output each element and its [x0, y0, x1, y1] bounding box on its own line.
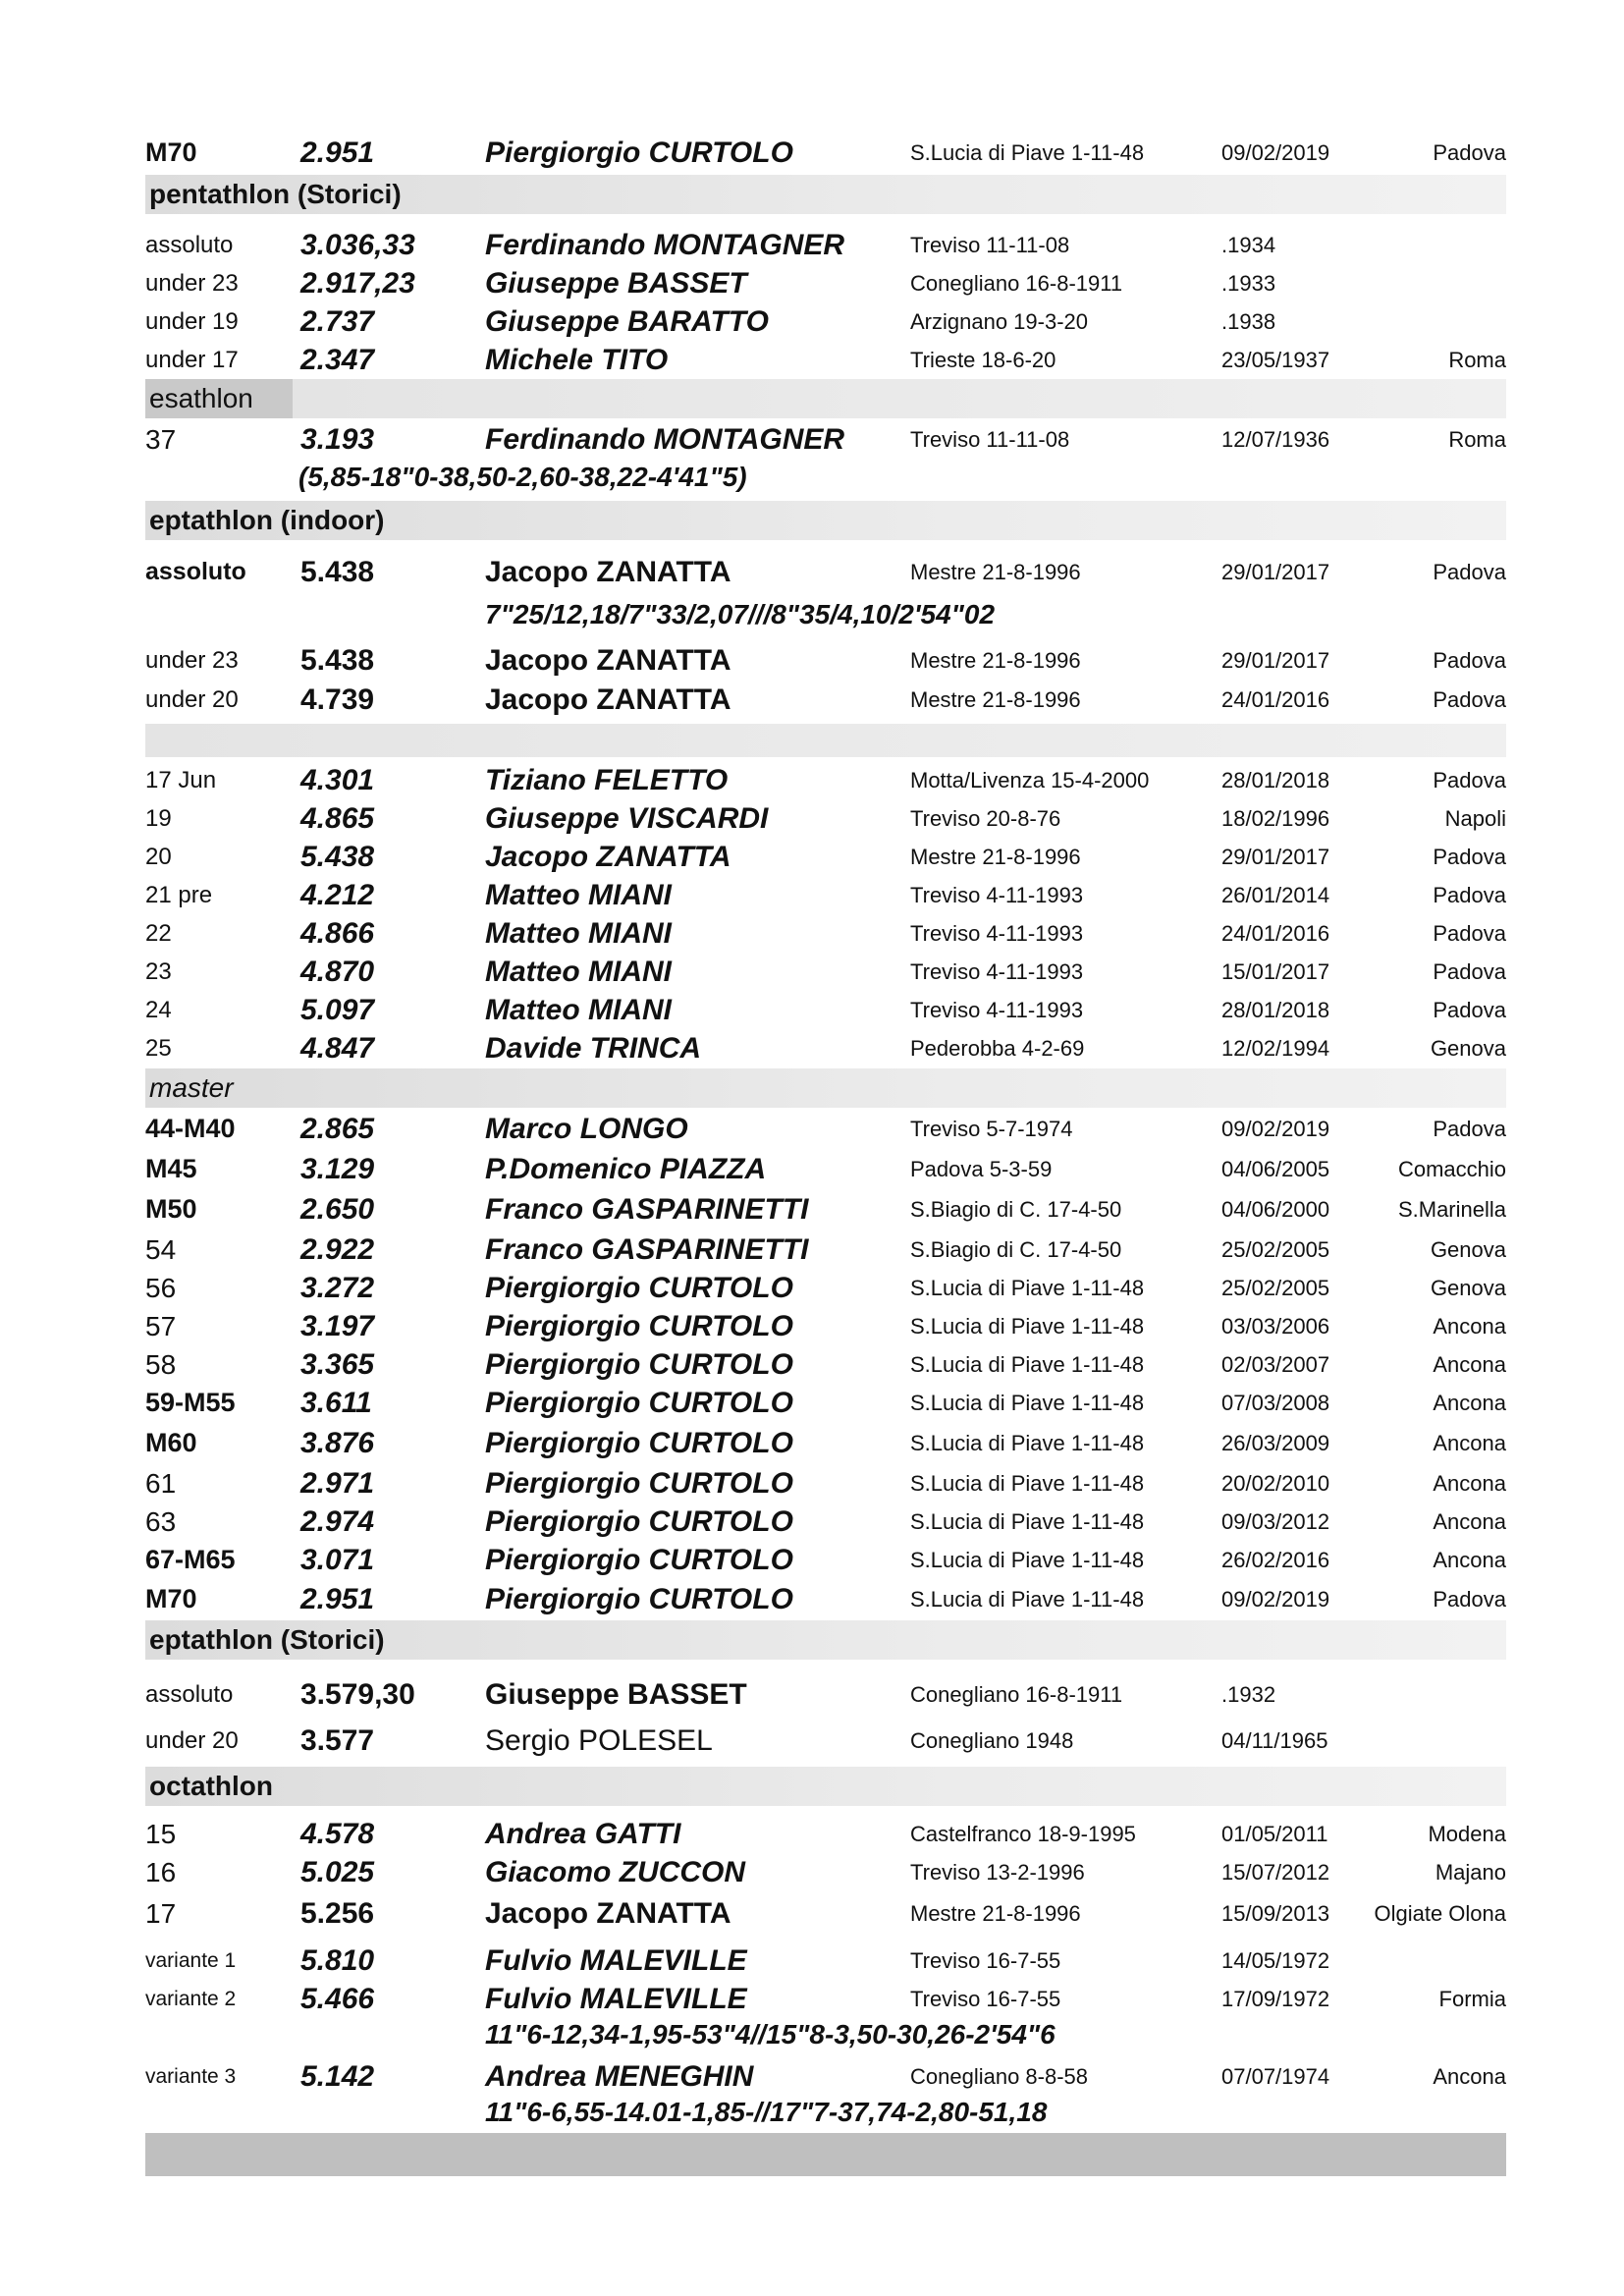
birth-cell: Treviso 4-11-1993: [910, 998, 1084, 1022]
table-row: [145, 1580, 1506, 1618]
score-cell: 3.036,33: [300, 229, 415, 261]
place-cell: Ancona: [1433, 1509, 1506, 1534]
birth-cell: Motta/Livenza 15-4-2000: [910, 768, 1150, 793]
birth-cell: S.Lucia di Piave 1-11-48: [910, 1352, 1145, 1377]
table-row: [145, 1853, 1506, 1891]
place-cell: Padova: [1433, 845, 1506, 869]
date-cell: .1934: [1221, 233, 1276, 257]
place-cell: Roma: [1448, 427, 1506, 452]
date-cell: .1933: [1221, 271, 1276, 296]
score-cell: 4.739: [300, 683, 375, 716]
athlete-cell: Piergiorgio CURTOLO: [485, 1348, 793, 1381]
category-cell: M60: [145, 1428, 197, 1457]
place-cell: Padova: [1433, 998, 1506, 1022]
category-cell: 22: [145, 920, 172, 947]
date-cell: 23/05/1937: [1221, 348, 1330, 372]
table-row: [145, 1345, 1506, 1384]
date-cell: 09/02/2019: [1221, 1587, 1330, 1612]
category-cell: assoluto: [145, 1681, 234, 1708]
athlete-cell: Fulvio MALEVILLE: [485, 1944, 747, 1977]
table-row: [145, 1980, 1506, 2018]
score-cell: 5.438: [300, 841, 375, 873]
category-cell: M50: [145, 1194, 197, 1224]
date-cell: 29/01/2017: [1221, 648, 1330, 673]
birth-cell: Treviso 16-7-55: [910, 1948, 1061, 1973]
birth-cell: Mestre 21-8-1996: [910, 845, 1081, 869]
place-cell: Napoli: [1444, 806, 1506, 831]
athlete-cell: Sergio POLESEL: [485, 1724, 713, 1757]
score-cell: 2.917,23: [300, 267, 415, 300]
athlete-cell: Marco LONGO: [485, 1113, 688, 1145]
table-row: [145, 1541, 1506, 1579]
table-row: [145, 1110, 1506, 1148]
birth-cell: Treviso 4-11-1993: [910, 959, 1084, 984]
date-cell: 01/05/2011: [1221, 1822, 1328, 1846]
score-cell: 5.256: [300, 1897, 375, 1930]
table-row: [145, 1384, 1506, 1422]
score-cell: 2.865: [300, 1113, 375, 1145]
athlete-cell: Davide TRINCA: [485, 1032, 702, 1065]
date-cell: 12/02/1994: [1221, 1036, 1330, 1061]
birth-cell: Padova 5-3-59: [910, 1157, 1053, 1181]
table-row: [145, 1815, 1506, 1853]
score-cell: 3.129: [300, 1153, 375, 1185]
category-cell: M45: [145, 1154, 197, 1183]
birth-cell: S.Lucia di Piave 1-11-48: [910, 140, 1145, 165]
birth-cell: S.Lucia di Piave 1-11-48: [910, 1391, 1145, 1415]
category-cell: 25: [145, 1035, 172, 1062]
birth-cell: Conegliano 16-8-1911: [910, 271, 1123, 296]
score-cell: 2.347: [300, 344, 375, 376]
category-cell: 15: [145, 1819, 177, 1849]
place-cell: Padova: [1433, 648, 1506, 673]
birth-cell: Conegliano 16-8-1911: [910, 1682, 1123, 1707]
athlete-cell: Piergiorgio CURTOLO: [485, 1427, 793, 1459]
table-row: [145, 134, 1506, 172]
table-row: [145, 1307, 1506, 1345]
category-cell: under 20: [145, 686, 239, 713]
birth-cell: S.Biagio di C. 17-4-50: [910, 1197, 1122, 1222]
birth-cell: Mestre 21-8-1996: [910, 560, 1081, 584]
category-cell: 16: [145, 1857, 177, 1887]
event-breakdown: 11"6-6,55-14.01-1,85-//17"7-37,74-2,80-51,18: [485, 2097, 1048, 2127]
table-row: [145, 914, 1506, 953]
place-cell: Padova: [1433, 687, 1506, 712]
date-cell: 15/07/2012: [1221, 1860, 1330, 1885]
score-cell: 3.365: [300, 1348, 375, 1381]
athlete-cell: Ferdinando MONTAGNER: [485, 229, 845, 261]
footer-band: [145, 2133, 1506, 2176]
category-cell: 67-M65: [145, 1545, 236, 1574]
birth-cell: S.Lucia di Piave 1-11-48: [910, 1314, 1145, 1339]
score-cell: 2.650: [300, 1193, 375, 1226]
section-title: eptathlon (Storici): [149, 1624, 385, 1655]
score-cell: 5.466: [300, 1983, 375, 2015]
category-cell: 58: [145, 1349, 177, 1380]
section-title: eptathlon (indoor): [149, 505, 385, 535]
athlete-cell: Jacopo ZANATTA: [485, 644, 731, 677]
birth-cell: Pederobba 4-2-69: [910, 1036, 1085, 1061]
category-cell: under 19: [145, 308, 239, 335]
birth-cell: S.Lucia di Piave 1-11-48: [910, 1431, 1145, 1455]
athlete-cell: Matteo MIANI: [485, 879, 672, 911]
date-cell: 17/09/1972: [1221, 1987, 1330, 2011]
birth-cell: S.Lucia di Piave 1-11-48: [910, 1548, 1145, 1572]
date-cell: 28/01/2018: [1221, 768, 1330, 793]
score-cell: 4.866: [300, 917, 375, 950]
place-cell: Genova: [1430, 1036, 1506, 1061]
section-title: esathlon: [149, 383, 253, 413]
athlete-cell: Jacopo ZANATTA: [485, 556, 731, 588]
table-row: [145, 420, 1506, 459]
table-row: [145, 302, 1506, 341]
score-cell: 2.971: [300, 1467, 375, 1500]
score-cell: 4.578: [300, 1818, 375, 1850]
section-header-pentathlon-storici: [145, 175, 1506, 214]
athlete-cell: Piergiorgio CURTOLO: [485, 1467, 793, 1500]
category-cell: 20: [145, 844, 172, 870]
date-cell: 04/06/2005: [1221, 1157, 1330, 1181]
athlete-cell: Matteo MIANI: [485, 994, 672, 1026]
place-cell: Ancona: [1433, 2064, 1506, 2089]
score-cell: 4.301: [300, 764, 375, 796]
athlete-cell: Piergiorgio CURTOLO: [485, 1272, 793, 1304]
athlete-cell: Michele TITO: [485, 344, 669, 376]
category-cell: 24: [145, 997, 172, 1023]
date-cell: 24/01/2016: [1221, 687, 1330, 712]
table-row: [145, 1190, 1506, 1229]
category-cell: M70: [145, 1584, 197, 1613]
birth-cell: Treviso 13-2-1996: [910, 1860, 1085, 1885]
table-row: [145, 761, 1506, 799]
score-cell: 3.577: [300, 1724, 375, 1757]
table-row: [145, 991, 1506, 1029]
date-cell: 26/01/2014: [1221, 883, 1330, 907]
date-cell: 29/01/2017: [1221, 845, 1330, 869]
place-cell: Padova: [1433, 959, 1506, 984]
score-cell: 3.197: [300, 1310, 375, 1342]
score-cell: 3.579,30: [300, 1678, 415, 1711]
score-cell: 2.951: [300, 1583, 375, 1615]
event-breakdown: 7"25/12,18/7"33/2,07///8"35/4,10/2'54"02: [485, 599, 996, 629]
date-cell: 15/09/2013: [1221, 1901, 1330, 1926]
score-cell: 3.193: [300, 423, 375, 456]
section-header-eptathlon-storici: [145, 1620, 1506, 1660]
athlete-cell: Piergiorgio CURTOLO: [485, 137, 793, 169]
score-cell: 4.847: [300, 1032, 375, 1065]
score-cell: 5.438: [300, 644, 375, 677]
category-cell: assoluto: [145, 232, 234, 258]
birth-cell: Treviso 16-7-55: [910, 1987, 1061, 2011]
athlete-cell: Giuseppe BASSET: [485, 1678, 747, 1711]
date-cell: 07/03/2008: [1221, 1391, 1330, 1415]
birth-cell: Mestre 21-8-1996: [910, 687, 1081, 712]
place-cell: Padova: [1433, 768, 1506, 793]
event-breakdown: 11"6-12,34-1,95-53"4//15"8-3,50-30,26-2'54"6: [485, 2019, 1056, 2050]
athlete-cell: Andrea MENEGHIN: [485, 2060, 754, 2093]
score-cell: 5.810: [300, 1944, 375, 1977]
table-row: [145, 1029, 1506, 1067]
birth-cell: S.Biagio di C. 17-4-50: [910, 1237, 1122, 1262]
date-cell: 28/01/2018: [1221, 998, 1330, 1022]
category-cell: 56: [145, 1273, 177, 1303]
athlete-cell: Piergiorgio CURTOLO: [485, 1583, 793, 1615]
table-row: [145, 1675, 1506, 1714]
table-row: [145, 226, 1506, 264]
score-cell: 5.438: [300, 556, 375, 588]
birth-cell: S.Lucia di Piave 1-11-48: [910, 1276, 1145, 1300]
section-header-octathlon: [145, 1767, 1506, 1806]
date-cell: 26/03/2009: [1221, 1431, 1330, 1455]
score-cell: 2.922: [300, 1233, 375, 1266]
date-cell: 07/07/1974: [1221, 2064, 1330, 2089]
table-row: [145, 1424, 1506, 1462]
category-cell: under 23: [145, 270, 239, 297]
date-cell: 12/07/1936: [1221, 427, 1330, 452]
place-cell: Ancona: [1433, 1352, 1506, 1377]
category-cell: M70: [145, 137, 197, 167]
score-cell: 3.876: [300, 1427, 375, 1459]
athlete-cell: Jacopo ZANATTA: [485, 1897, 731, 1930]
table-row: [145, 264, 1506, 302]
section-title: octathlon: [149, 1771, 273, 1801]
table-row: [145, 1230, 1506, 1269]
table-row: [145, 1464, 1506, 1503]
place-cell: Majano: [1435, 1860, 1506, 1885]
score-cell: 4.212: [300, 879, 375, 911]
date-cell: 18/02/1996: [1221, 806, 1330, 831]
score-cell: 5.097: [300, 994, 375, 1026]
birth-cell: Mestre 21-8-1996: [910, 1901, 1081, 1926]
athlete-cell: Ferdinando MONTAGNER: [485, 423, 845, 456]
place-cell: Padova: [1433, 1587, 1506, 1612]
section-title: pentathlon (Storici): [149, 179, 402, 209]
category-cell: variante 1: [145, 1949, 237, 1972]
table-row: [145, 1269, 1506, 1307]
date-cell: 14/05/1972: [1221, 1948, 1330, 1973]
birth-cell: Castelfranco 18-9-1995: [910, 1822, 1136, 1846]
birth-cell: Trieste 18-6-20: [910, 348, 1056, 372]
section-header-eptathlon-indoor: [145, 501, 1506, 540]
birth-cell: S.Lucia di Piave 1-11-48: [910, 1509, 1145, 1534]
category-cell: assoluto: [145, 558, 246, 585]
birth-cell: Treviso 20-8-76: [910, 806, 1061, 831]
date-cell: 25/02/2005: [1221, 1276, 1330, 1300]
place-cell: S.Marinella: [1397, 1197, 1506, 1222]
birth-cell: S.Lucia di Piave 1-11-48: [910, 1471, 1145, 1496]
place-cell: Modena: [1428, 1822, 1506, 1846]
birth-cell: Treviso 4-11-1993: [910, 921, 1084, 946]
athlete-cell: P.Domenico PIAZZA: [485, 1153, 767, 1185]
date-cell: 20/02/2010: [1221, 1471, 1330, 1496]
section-band: [293, 379, 1506, 418]
place-cell: Ancona: [1433, 1431, 1506, 1455]
date-cell: 26/02/2016: [1221, 1548, 1330, 1572]
section-spacer-band: [145, 724, 1506, 757]
date-cell: 02/03/2007: [1221, 1352, 1330, 1377]
section-header-esathlon: [145, 379, 293, 418]
birth-cell: S.Lucia di Piave 1-11-48: [910, 1587, 1145, 1612]
category-cell: 59-M55: [145, 1388, 236, 1417]
athlete-cell: Piergiorgio CURTOLO: [485, 1387, 793, 1419]
place-cell: Genova: [1430, 1237, 1506, 1262]
place-cell: Olgiate Olona: [1374, 1901, 1506, 1926]
table-row: [145, 953, 1506, 991]
date-cell: 25/02/2005: [1221, 1237, 1330, 1262]
category-cell: 19: [145, 805, 172, 832]
table-row: [145, 681, 1506, 719]
birth-cell: Conegliano 8-8-58: [910, 2064, 1089, 2089]
score-cell: 2.737: [300, 305, 375, 338]
category-cell: under 23: [145, 647, 239, 674]
athlete-cell: Giuseppe BARATTO: [485, 305, 769, 338]
birth-cell: Treviso 11-11-08: [910, 233, 1070, 257]
score-cell: 4.865: [300, 802, 375, 835]
athlete-cell: Piergiorgio CURTOLO: [485, 1544, 793, 1576]
athlete-cell: Jacopo ZANATTA: [485, 841, 731, 873]
athlete-cell: Fulvio MALEVILLE: [485, 1983, 747, 2015]
event-breakdown: (5,85-18"0-38,50-2,60-38,22-4'41"5): [298, 462, 747, 492]
birth-cell: Mestre 21-8-1996: [910, 648, 1081, 673]
place-cell: Padova: [1433, 921, 1506, 946]
date-cell: 03/03/2006: [1221, 1314, 1330, 1339]
athlete-cell: Giuseppe BASSET: [485, 267, 747, 300]
table-row: [145, 1722, 1506, 1760]
athlete-cell: Piergiorgio CURTOLO: [485, 1505, 793, 1538]
category-cell: 17: [145, 1898, 177, 1929]
birth-cell: Treviso 5-7-1974: [910, 1117, 1073, 1141]
birth-cell: Treviso 11-11-08: [910, 427, 1070, 452]
table-row: [145, 876, 1506, 914]
category-cell: 44-M40: [145, 1114, 236, 1143]
place-cell: Ancona: [1433, 1471, 1506, 1496]
date-cell: 04/11/1965: [1221, 1728, 1328, 1753]
category-cell: 54: [145, 1234, 177, 1265]
section-title: master: [149, 1072, 234, 1103]
score-cell: 5.025: [300, 1856, 375, 1888]
score-cell: 4.870: [300, 956, 375, 988]
date-cell: 09/03/2012: [1221, 1509, 1330, 1534]
athlete-cell: Matteo MIANI: [485, 917, 672, 950]
date-cell: .1938: [1221, 309, 1276, 334]
athlete-cell: Franco GASPARINETTI: [485, 1193, 809, 1226]
category-cell: 57: [145, 1311, 177, 1341]
table-row: [145, 1941, 1506, 1980]
section-header-master: [145, 1068, 1506, 1108]
athlete-cell: Giuseppe VISCARDI: [485, 802, 769, 835]
place-cell: Comacchio: [1397, 1157, 1506, 1181]
table-row: [145, 553, 1506, 591]
category-cell: variante 3: [145, 2065, 237, 2088]
athlete-cell: Jacopo ZANATTA: [485, 683, 731, 716]
athlete-cell: Tiziano FELETTO: [485, 764, 729, 796]
place-cell: Padova: [1433, 560, 1506, 584]
date-cell: .1932: [1221, 1682, 1276, 1707]
category-cell: 17 Jun: [145, 767, 217, 793]
athlete-cell: Piergiorgio CURTOLO: [485, 1310, 793, 1342]
score-cell: 3.071: [300, 1544, 375, 1576]
category-cell: 21 pre: [145, 882, 213, 908]
athlete-cell: Giacomo ZUCCON: [485, 1856, 746, 1888]
athlete-cell: Franco GASPARINETTI: [485, 1233, 809, 1266]
table-row: [145, 1894, 1506, 1933]
place-cell: Padova: [1433, 883, 1506, 907]
table-row: [145, 838, 1506, 876]
category-cell: under 17: [145, 347, 239, 373]
place-cell: Formia: [1438, 1987, 1506, 2011]
place-cell: Ancona: [1433, 1391, 1506, 1415]
table-row: [145, 2057, 1506, 2096]
place-cell: Padova: [1433, 140, 1506, 165]
category-cell: under 20: [145, 1727, 239, 1754]
score-cell: 3.611: [300, 1387, 372, 1419]
place-cell: Genova: [1430, 1276, 1506, 1300]
date-cell: 09/02/2019: [1221, 1117, 1330, 1141]
category-cell: 61: [145, 1468, 177, 1499]
birth-cell: Arzignano 19-3-20: [910, 309, 1089, 334]
date-cell: 09/02/2019: [1221, 140, 1330, 165]
place-cell: Ancona: [1433, 1548, 1506, 1572]
table-row: [145, 1150, 1506, 1188]
table-row: [145, 641, 1506, 680]
place-cell: Padova: [1433, 1117, 1506, 1141]
athlete-cell: Andrea GATTI: [485, 1818, 681, 1850]
category-cell: 23: [145, 958, 172, 985]
date-cell: 24/01/2016: [1221, 921, 1330, 946]
place-cell: Roma: [1448, 348, 1506, 372]
birth-cell: Conegliano 1948: [910, 1728, 1074, 1753]
birth-cell: Treviso 4-11-1993: [910, 883, 1084, 907]
score-cell: 2.951: [300, 137, 375, 169]
score-cell: 3.272: [300, 1272, 375, 1304]
category-cell: 63: [145, 1506, 177, 1537]
date-cell: 29/01/2017: [1221, 560, 1330, 584]
table-row: [145, 341, 1506, 379]
category-cell: variante 2: [145, 1988, 237, 2010]
score-cell: 5.142: [300, 2060, 375, 2093]
athlete-cell: Matteo MIANI: [485, 956, 672, 988]
table-row: [145, 1503, 1506, 1541]
date-cell: 15/01/2017: [1221, 959, 1330, 984]
place-cell: Ancona: [1433, 1314, 1506, 1339]
category-cell: 37: [145, 424, 177, 455]
table-row: [145, 799, 1506, 838]
score-cell: 2.974: [300, 1505, 375, 1538]
date-cell: 04/06/2000: [1221, 1197, 1330, 1222]
